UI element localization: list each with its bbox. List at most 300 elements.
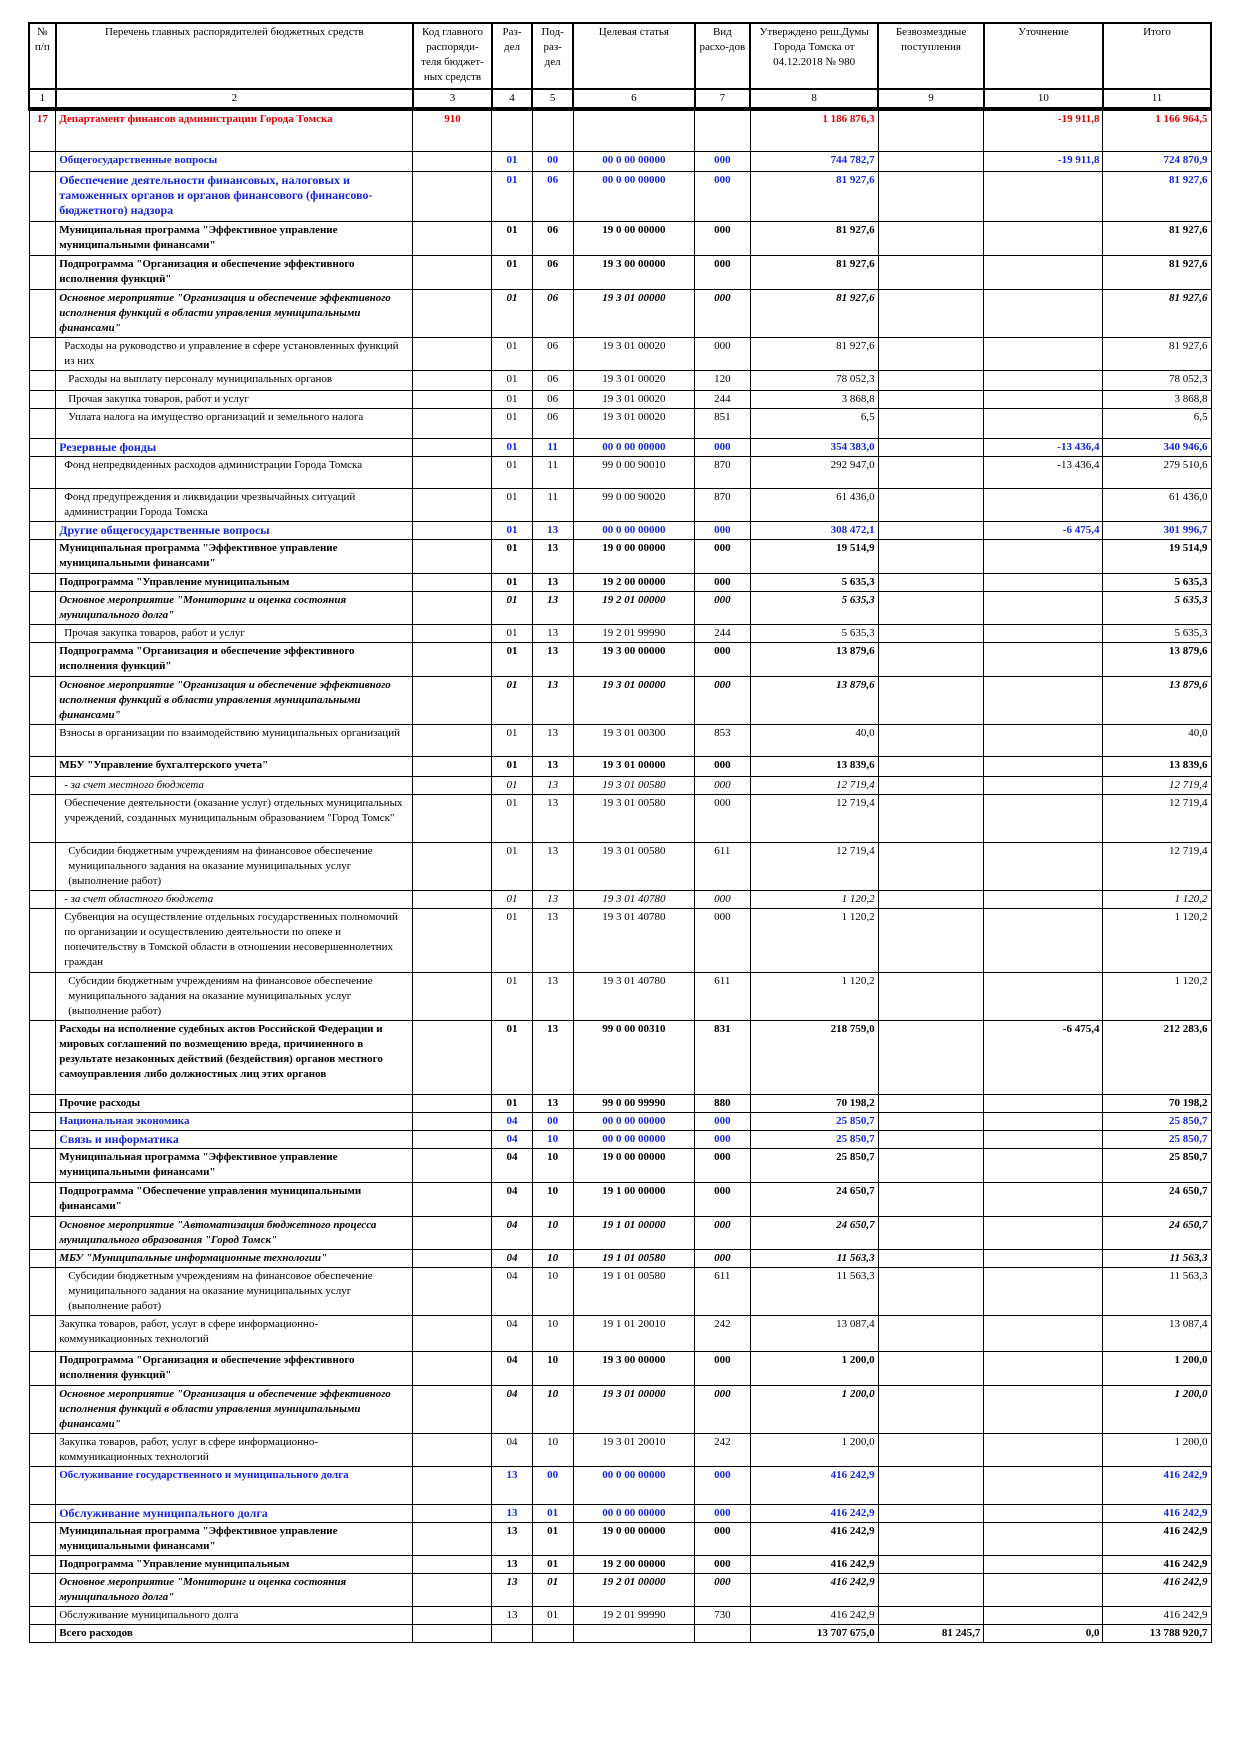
cell-code <box>413 776 492 794</box>
cell-razdel: 01 <box>492 456 532 488</box>
cell-adjustment: -19 911,8 <box>984 151 1103 171</box>
cell-free-income <box>878 1182 984 1216</box>
cell-podrazdel: 13 <box>532 724 573 756</box>
cell-podrazdel: 06 <box>532 408 573 438</box>
cell-code <box>413 337 492 370</box>
cell-approved: 354 383,0 <box>750 438 878 456</box>
cell-target: 19 2 01 00000 <box>573 1573 694 1606</box>
table-row <box>29 1148 1211 1182</box>
cell-podrazdel: 06 <box>532 171 573 221</box>
total-sum: 13 788 920,7 <box>1103 1624 1211 1642</box>
cell-num <box>29 1573 56 1606</box>
table-row <box>29 1522 1211 1555</box>
cell-num <box>29 438 56 456</box>
cell-approved: 25 850,7 <box>750 1112 878 1130</box>
cell-num <box>29 488 56 521</box>
cell-adjustment <box>984 908 1103 972</box>
cell-free-income <box>878 539 984 573</box>
cell-free-income <box>878 1267 984 1315</box>
cell-code <box>413 591 492 624</box>
cell-podrazdel: 13 <box>532 573 573 591</box>
cell-name: Обслуживание муниципального долга <box>56 1504 413 1522</box>
cell-expense-type: 000 <box>695 591 751 624</box>
cell-adjustment <box>984 1112 1103 1130</box>
cell-total: 416 242,9 <box>1103 1522 1211 1555</box>
cell-adjustment <box>984 972 1103 1020</box>
cell-podrazdel: 00 <box>532 1466 573 1504</box>
cell-expense-type: 000 <box>695 776 751 794</box>
table-row <box>29 1385 1211 1433</box>
cell-expense-type: 000 <box>695 573 751 591</box>
cell-expense-type: 611 <box>695 842 751 890</box>
cell-code <box>413 756 492 776</box>
cell-podrazdel: 11 <box>532 438 573 456</box>
cell-total: 13 839,6 <box>1103 756 1211 776</box>
cell-name: Прочая закупка товаров, работ и услуг <box>56 624 413 642</box>
cell-target: 19 2 01 00000 <box>573 591 694 624</box>
total-num <box>29 1624 56 1642</box>
cell-code <box>413 642 492 676</box>
cell-razdel: 04 <box>492 1267 532 1315</box>
cell-adjustment <box>984 1130 1103 1148</box>
cell-podrazdel: 10 <box>532 1315 573 1351</box>
cell-podrazdel: 13 <box>532 908 573 972</box>
header-expense-type: Вид расхо-дов <box>695 23 751 89</box>
cell-name: Основное мероприятие "Мониторинг и оценка состояния муниципального долга" <box>56 591 413 624</box>
cell-razdel: 04 <box>492 1182 532 1216</box>
cell-approved: 81 927,6 <box>750 171 878 221</box>
cell-podrazdel: 01 <box>532 1555 573 1573</box>
cell-expense-type: 000 <box>695 221 751 255</box>
cell-razdel: 04 <box>492 1433 532 1466</box>
cell-total: 416 242,9 <box>1103 1466 1211 1504</box>
cell-code <box>413 289 492 337</box>
cell-target: 19 2 01 99990 <box>573 1606 694 1624</box>
header-row <box>29 23 1211 89</box>
cell-free-income <box>878 1112 984 1130</box>
cell-expense-type: 000 <box>695 1466 751 1504</box>
cell-razdel: 04 <box>492 1315 532 1351</box>
cell-code <box>413 370 492 390</box>
cell-total: 11 563,3 <box>1103 1267 1211 1315</box>
colnum: 2 <box>56 89 413 109</box>
cell-target: 19 1 01 00000 <box>573 1216 694 1249</box>
table-row <box>29 794 1211 842</box>
cell-razdel: 04 <box>492 1112 532 1130</box>
cell-target: 19 3 01 40780 <box>573 972 694 1020</box>
cell-approved: 292 947,0 <box>750 456 878 488</box>
cell-podrazdel: 13 <box>532 591 573 624</box>
cell-adjustment <box>984 1385 1103 1433</box>
table-row <box>29 1573 1211 1606</box>
header-approved: Утверждено реш.Думы Города Томска от 04.12.2018 № 980 <box>750 23 878 89</box>
cell-num <box>29 337 56 370</box>
cell-name: Субвенция на осуществление отдельных государственных полномочий по организации и осуществлению деятельности по опеке и попечительству в Томской области в отношении несовершеннолетних граждан <box>56 908 413 972</box>
cell-razdel: 01 <box>492 642 532 676</box>
cell-approved: 1 186 876,3 <box>750 109 878 151</box>
cell-approved: 5 635,3 <box>750 573 878 591</box>
cell-razdel: 01 <box>492 573 532 591</box>
cell-adjustment <box>984 1216 1103 1249</box>
cell-target: 19 2 00 00000 <box>573 1555 694 1573</box>
cell-free-income <box>878 1094 984 1112</box>
total-empty <box>413 1624 492 1642</box>
cell-free-income <box>878 756 984 776</box>
colnum: 8 <box>750 89 878 109</box>
cell-free-income <box>878 255 984 289</box>
cell-razdel: 01 <box>492 776 532 794</box>
cell-razdel: 01 <box>492 591 532 624</box>
cell-expense-type: 000 <box>695 1130 751 1148</box>
colnum: 6 <box>573 89 694 109</box>
cell-free-income <box>878 1249 984 1267</box>
cell-approved: 1 120,2 <box>750 890 878 908</box>
table-row <box>29 539 1211 573</box>
cell-target: 19 3 00 00000 <box>573 1351 694 1385</box>
cell-total: 301 996,7 <box>1103 521 1211 539</box>
cell-razdel: 01 <box>492 370 532 390</box>
cell-total: 6,5 <box>1103 408 1211 438</box>
cell-approved: 78 052,3 <box>750 370 878 390</box>
cell-total: 1 166 964,5 <box>1103 109 1211 151</box>
cell-total: 25 850,7 <box>1103 1130 1211 1148</box>
cell-name: Подпрограмма "Управление муниципальным <box>56 573 413 591</box>
cell-num <box>29 1112 56 1130</box>
cell-adjustment <box>984 1148 1103 1182</box>
cell-podrazdel: 10 <box>532 1148 573 1182</box>
total-empty <box>695 1624 751 1642</box>
cell-free-income <box>878 521 984 539</box>
header-free-income: Безвозмездные поступления <box>878 23 984 89</box>
cell-razdel: 01 <box>492 1094 532 1112</box>
cell-free-income <box>878 390 984 408</box>
cell-total: 5 635,3 <box>1103 624 1211 642</box>
header-name: Перечень главных распорядителей бюджетных средств <box>56 23 413 89</box>
cell-code <box>413 221 492 255</box>
cell-num <box>29 972 56 1020</box>
header-num: № п/п <box>29 23 56 89</box>
cell-name: Основное мероприятие "Организация и обеспечение эффективного исполнения функций в области управления муниципальными финансами" <box>56 1385 413 1433</box>
cell-target: 00 0 00 00000 <box>573 151 694 171</box>
cell-adjustment <box>984 1094 1103 1112</box>
cell-code <box>413 1315 492 1351</box>
cell-approved: 61 436,0 <box>750 488 878 521</box>
cell-free-income <box>878 456 984 488</box>
cell-podrazdel: 13 <box>532 676 573 724</box>
cell-podrazdel: 13 <box>532 521 573 539</box>
cell-approved: 13 087,4 <box>750 1315 878 1351</box>
cell-free-income <box>878 724 984 756</box>
cell-expense-type: 000 <box>695 1573 751 1606</box>
colnum: 9 <box>878 89 984 109</box>
table-row <box>29 1182 1211 1216</box>
cell-razdel: 13 <box>492 1522 532 1555</box>
cell-code <box>413 438 492 456</box>
cell-podrazdel: 13 <box>532 624 573 642</box>
cell-name: Другие общегосударственные вопросы <box>56 521 413 539</box>
cell-num <box>29 1267 56 1315</box>
cell-free-income <box>878 1351 984 1385</box>
cell-podrazdel: 01 <box>532 1522 573 1555</box>
cell-num <box>29 1433 56 1466</box>
cell-free-income <box>878 151 984 171</box>
cell-code <box>413 624 492 642</box>
cell-name: Фонд непредвиденных расходов администрации Города Томска <box>56 456 413 488</box>
cell-razdel: 01 <box>492 972 532 1020</box>
table-row <box>29 337 1211 370</box>
cell-total: 340 946,6 <box>1103 438 1211 456</box>
cell-podrazdel: 06 <box>532 289 573 337</box>
cell-free-income <box>878 972 984 1020</box>
cell-podrazdel: 01 <box>532 1606 573 1624</box>
table-row <box>29 151 1211 171</box>
header-target: Целевая статья <box>573 23 694 89</box>
cell-expense-type: 870 <box>695 456 751 488</box>
cell-podrazdel: 10 <box>532 1433 573 1466</box>
cell-razdel: 01 <box>492 539 532 573</box>
cell-adjustment: -13 436,4 <box>984 456 1103 488</box>
cell-total: 212 283,6 <box>1103 1020 1211 1094</box>
cell-total: 3 868,8 <box>1103 390 1211 408</box>
cell-expense-type: 000 <box>695 1249 751 1267</box>
cell-adjustment: -19 911,8 <box>984 109 1103 151</box>
cell-target <box>573 109 694 151</box>
cell-razdel: 01 <box>492 289 532 337</box>
cell-target: 00 0 00 00000 <box>573 438 694 456</box>
table-row <box>29 488 1211 521</box>
cell-razdel: 13 <box>492 1555 532 1573</box>
cell-approved: 81 927,6 <box>750 337 878 370</box>
cell-approved: 1 120,2 <box>750 972 878 1020</box>
cell-approved: 5 635,3 <box>750 591 878 624</box>
cell-target: 00 0 00 00000 <box>573 1466 694 1504</box>
table-row <box>29 1094 1211 1112</box>
table-row <box>29 390 1211 408</box>
cell-razdel: 04 <box>492 1385 532 1433</box>
cell-num <box>29 890 56 908</box>
cell-approved: 81 927,6 <box>750 289 878 337</box>
cell-target: 19 3 01 00000 <box>573 676 694 724</box>
cell-num <box>29 842 56 890</box>
cell-code <box>413 151 492 171</box>
cell-free-income <box>878 438 984 456</box>
table-row <box>29 408 1211 438</box>
table-row <box>29 756 1211 776</box>
cell-target: 99 0 00 90010 <box>573 456 694 488</box>
cell-num <box>29 456 56 488</box>
table-row <box>29 1249 1211 1267</box>
cell-num <box>29 1555 56 1573</box>
cell-code <box>413 255 492 289</box>
table-row <box>29 521 1211 539</box>
cell-razdel: 13 <box>492 1606 532 1624</box>
cell-target: 19 3 01 00020 <box>573 408 694 438</box>
cell-code <box>413 1216 492 1249</box>
cell-code <box>413 488 492 521</box>
cell-total: 13 879,6 <box>1103 676 1211 724</box>
cell-code: 910 <box>413 109 492 151</box>
cell-code <box>413 1249 492 1267</box>
total-empty <box>492 1624 532 1642</box>
cell-podrazdel: 06 <box>532 370 573 390</box>
cell-total: 1 120,2 <box>1103 972 1211 1020</box>
cell-total: 1 120,2 <box>1103 890 1211 908</box>
cell-num <box>29 171 56 221</box>
cell-total: 12 719,4 <box>1103 842 1211 890</box>
cell-target: 19 1 01 20010 <box>573 1315 694 1351</box>
cell-total: 1 120,2 <box>1103 908 1211 972</box>
cell-approved: 744 782,7 <box>750 151 878 171</box>
cell-target: 99 0 00 90020 <box>573 488 694 521</box>
cell-name: Взносы в организации по взаимодействию муниципальных организаций <box>56 724 413 756</box>
cell-total: 25 850,7 <box>1103 1148 1211 1182</box>
cell-razdel: 01 <box>492 624 532 642</box>
total-adjustment: 0,0 <box>984 1624 1103 1642</box>
header-total: Итого <box>1103 23 1211 89</box>
cell-num <box>29 539 56 573</box>
cell-total: 81 927,6 <box>1103 221 1211 255</box>
cell-razdel: 01 <box>492 676 532 724</box>
cell-adjustment <box>984 488 1103 521</box>
cell-code <box>413 1351 492 1385</box>
cell-code <box>413 1433 492 1466</box>
header-adjustment: Уточнение <box>984 23 1103 89</box>
table-row <box>29 171 1211 221</box>
cell-code <box>413 676 492 724</box>
cell-adjustment <box>984 724 1103 756</box>
cell-approved: 12 719,4 <box>750 776 878 794</box>
cell-razdel: 01 <box>492 488 532 521</box>
cell-free-income <box>878 676 984 724</box>
cell-target: 19 0 00 00000 <box>573 1522 694 1555</box>
cell-name: Обеспечение деятельности (оказание услуг) отдельных муниципальных учреждений, созданных муниципальным образованием "Город Томск" <box>56 794 413 842</box>
cell-razdel: 04 <box>492 1148 532 1182</box>
budget-table <box>28 22 1212 1643</box>
cell-adjustment <box>984 1555 1103 1573</box>
colnum: 11 <box>1103 89 1211 109</box>
table-row <box>29 1020 1211 1094</box>
cell-expense-type: 611 <box>695 1267 751 1315</box>
cell-approved: 416 242,9 <box>750 1504 878 1522</box>
cell-name: Обеспечение деятельности финансовых, налоговых и таможенных органов и органов финансового (финансово-бюджетного) надзора <box>56 171 413 221</box>
cell-code <box>413 171 492 221</box>
cell-expense-type: 000 <box>695 1555 751 1573</box>
cell-total: 24 650,7 <box>1103 1182 1211 1216</box>
cell-free-income <box>878 1504 984 1522</box>
cell-num <box>29 1182 56 1216</box>
cell-total: 11 563,3 <box>1103 1249 1211 1267</box>
cell-razdel: 01 <box>492 890 532 908</box>
cell-code <box>413 573 492 591</box>
cell-free-income <box>878 488 984 521</box>
cell-name: Закупка товаров, работ, услуг в сфере информационно-коммуникационных технологий <box>56 1315 413 1351</box>
table-row <box>29 1351 1211 1385</box>
cell-name: Обслуживание государственного и муниципального долга <box>56 1466 413 1504</box>
table-row <box>29 456 1211 488</box>
cell-expense-type: 880 <box>695 1094 751 1112</box>
cell-adjustment <box>984 1182 1103 1216</box>
cell-num <box>29 1148 56 1182</box>
cell-name: Расходы на руководство и управление в сфере установленных функций из них <box>56 337 413 370</box>
cell-code <box>413 1573 492 1606</box>
cell-num <box>29 624 56 642</box>
cell-num <box>29 289 56 337</box>
cell-adjustment <box>984 794 1103 842</box>
cell-razdel: 01 <box>492 756 532 776</box>
cell-approved: 308 472,1 <box>750 521 878 539</box>
cell-podrazdel: 13 <box>532 794 573 842</box>
cell-target: 19 1 00 00000 <box>573 1182 694 1216</box>
cell-podrazdel: 01 <box>532 1504 573 1522</box>
table-row <box>29 1433 1211 1466</box>
cell-expense-type: 000 <box>695 1385 751 1433</box>
cell-podrazdel: 10 <box>532 1216 573 1249</box>
cell-free-income <box>878 1315 984 1351</box>
cell-target: 19 3 01 00020 <box>573 337 694 370</box>
cell-expense-type <box>695 109 751 151</box>
cell-code <box>413 1555 492 1573</box>
cell-razdel: 01 <box>492 255 532 289</box>
cell-total: 78 052,3 <box>1103 370 1211 390</box>
cell-name: Основное мероприятие "Организация и обеспечение эффективного исполнения функций в области управления муниципальными финансами" <box>56 676 413 724</box>
cell-name: МБУ "Управление бухгалтерского учета" <box>56 756 413 776</box>
table-row <box>29 573 1211 591</box>
cell-expense-type: 000 <box>695 289 751 337</box>
cell-num <box>29 408 56 438</box>
cell-podrazdel: 13 <box>532 776 573 794</box>
cell-name: Прочая закупка товаров, работ и услуг <box>56 390 413 408</box>
cell-total: 24 650,7 <box>1103 1216 1211 1249</box>
cell-name: Подпрограмма "Организация и обеспечение эффективного исполнения функций" <box>56 255 413 289</box>
cell-num <box>29 255 56 289</box>
cell-expense-type: 000 <box>695 337 751 370</box>
cell-total: 416 242,9 <box>1103 1504 1211 1522</box>
cell-podrazdel: 06 <box>532 337 573 370</box>
cell-num <box>29 1504 56 1522</box>
table-row <box>29 776 1211 794</box>
cell-podrazdel: 13 <box>532 890 573 908</box>
cell-num <box>29 756 56 776</box>
cell-total: 81 927,6 <box>1103 337 1211 370</box>
cell-expense-type: 853 <box>695 724 751 756</box>
cell-free-income <box>878 1555 984 1573</box>
cell-total: 1 200,0 <box>1103 1385 1211 1433</box>
cell-podrazdel: 10 <box>532 1249 573 1267</box>
header-podrazdel: Под-раз-дел <box>532 23 573 89</box>
cell-total: 81 927,6 <box>1103 255 1211 289</box>
cell-name: Расходы на выплату персоналу муниципальных органов <box>56 370 413 390</box>
cell-total: 724 870,9 <box>1103 151 1211 171</box>
cell-approved: 24 650,7 <box>750 1182 878 1216</box>
colnum: 10 <box>984 89 1103 109</box>
cell-code <box>413 1094 492 1112</box>
cell-num <box>29 1522 56 1555</box>
cell-adjustment <box>984 624 1103 642</box>
cell-code <box>413 1020 492 1094</box>
cell-approved: 416 242,9 <box>750 1555 878 1573</box>
cell-expense-type: 000 <box>695 1351 751 1385</box>
cell-razdel: 01 <box>492 151 532 171</box>
cell-code <box>413 1130 492 1148</box>
cell-podrazdel: 01 <box>532 1573 573 1606</box>
table-row <box>29 438 1211 456</box>
cell-razdel: 01 <box>492 794 532 842</box>
cell-name: Муниципальная программа "Эффективное управление муниципальными финансами" <box>56 539 413 573</box>
cell-expense-type: 000 <box>695 171 751 221</box>
cell-expense-type: 611 <box>695 972 751 1020</box>
cell-free-income <box>878 642 984 676</box>
cell-podrazdel <box>532 109 573 151</box>
